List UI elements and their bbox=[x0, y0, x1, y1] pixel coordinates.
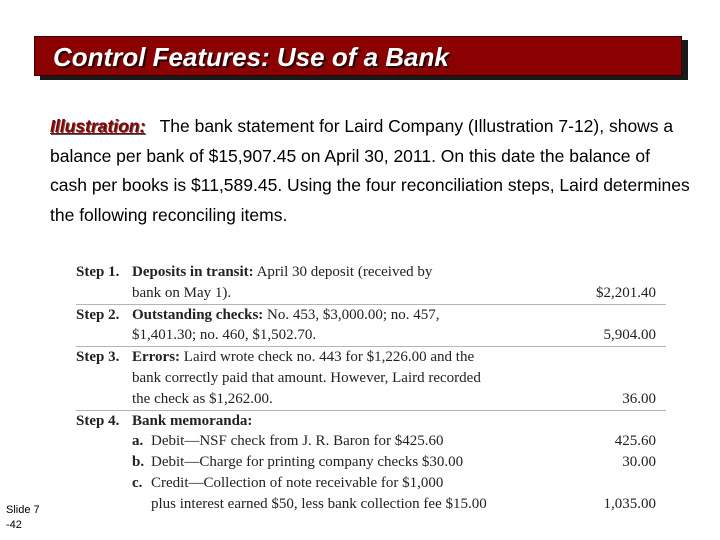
intro-text: The bank statement for Laird Company (Illustration 7-12), shows a balance per bank of $15,907.45 on April 30, 2011. On this date the balance of cash per books is $11,589.45. Using the four reconciliation steps, Laird determines the following reconciling items. bbox=[50, 116, 690, 225]
step-text bbox=[132, 389, 273, 410]
step-text bbox=[132, 411, 252, 432]
step-description: bank on May 1). bbox=[132, 284, 232, 301]
item-letter: a. bbox=[132, 433, 144, 450]
step-row bbox=[76, 368, 666, 389]
intro-text-spacer bbox=[150, 116, 155, 136]
step-description: No. 453, $3,000.00; no. 457, bbox=[263, 306, 440, 323]
slide-title: Control Features: Use of a Bank bbox=[53, 42, 449, 72]
slide-number-line2: -42 bbox=[6, 519, 22, 531]
title-bar bbox=[34, 36, 682, 76]
step-amount: 1,035.00 bbox=[603, 495, 656, 512]
step-row bbox=[76, 283, 666, 304]
step-amount: 425.60 bbox=[614, 433, 656, 450]
item-letter: b. bbox=[132, 454, 145, 471]
step-row bbox=[76, 304, 666, 326]
step-description: plus interest earned $50, less bank collection fee $15.00 bbox=[151, 495, 487, 512]
step-row bbox=[76, 389, 666, 410]
step-description: April 30 deposit (received by bbox=[253, 264, 433, 280]
step-text bbox=[151, 431, 443, 452]
step-description: Credit—Collection of note receivable for $1,000 bbox=[151, 474, 444, 491]
step-text bbox=[132, 262, 432, 283]
step-heading: Deposits in transit: bbox=[132, 264, 254, 280]
step-amount: 5,904.00 bbox=[603, 327, 656, 344]
step-description: bank correctly paid that amount. However, Laird recorded bbox=[132, 369, 481, 386]
illustration-label: Illustration: bbox=[50, 116, 146, 136]
slide-number bbox=[6, 503, 40, 533]
step-row bbox=[76, 473, 666, 494]
step-description: Laird wrote check no. 443 for $1,226.00 and the bbox=[180, 349, 475, 366]
step-heading: Bank memoranda: bbox=[132, 412, 253, 429]
step-text bbox=[151, 452, 463, 473]
step-text bbox=[132, 368, 481, 389]
step-amount: 30.00 bbox=[622, 454, 656, 471]
step-label: Step 4. bbox=[76, 412, 120, 429]
intro-paragraph bbox=[50, 112, 690, 230]
step-row bbox=[76, 431, 666, 452]
step-text bbox=[151, 473, 443, 494]
item-letter: c. bbox=[132, 474, 143, 491]
step-label: Step 1. bbox=[76, 264, 120, 280]
slide-number-line1: Slide 7 bbox=[6, 504, 40, 516]
step-row bbox=[76, 325, 666, 346]
step-description: Debit—Charge for printing company checks $30.00 bbox=[151, 454, 464, 471]
step-heading: Outstanding checks: bbox=[132, 306, 264, 323]
step-text bbox=[132, 325, 316, 346]
step-description: $1,401.30; no. 460, $1,502.70. bbox=[132, 327, 317, 344]
step-description: Debit—NSF check from J. R. Baron for $425.60 bbox=[151, 433, 444, 450]
step-row bbox=[76, 262, 666, 283]
step-row bbox=[76, 452, 666, 473]
step-row bbox=[76, 494, 666, 515]
reconciliation-steps bbox=[76, 262, 666, 515]
step-text bbox=[132, 305, 440, 326]
step-description: the check as $1,262.00. bbox=[132, 390, 273, 407]
step-row bbox=[76, 410, 666, 432]
step-text bbox=[132, 347, 474, 368]
step-label: Step 2. bbox=[76, 306, 120, 323]
step-label: Step 3. bbox=[76, 349, 120, 366]
step-amount: 36.00 bbox=[622, 390, 656, 407]
step-heading: Errors: bbox=[132, 349, 181, 366]
step-text bbox=[151, 494, 487, 515]
step-text bbox=[132, 283, 231, 304]
step-amount: $2,201.40 bbox=[596, 284, 656, 301]
step-row bbox=[76, 346, 666, 368]
